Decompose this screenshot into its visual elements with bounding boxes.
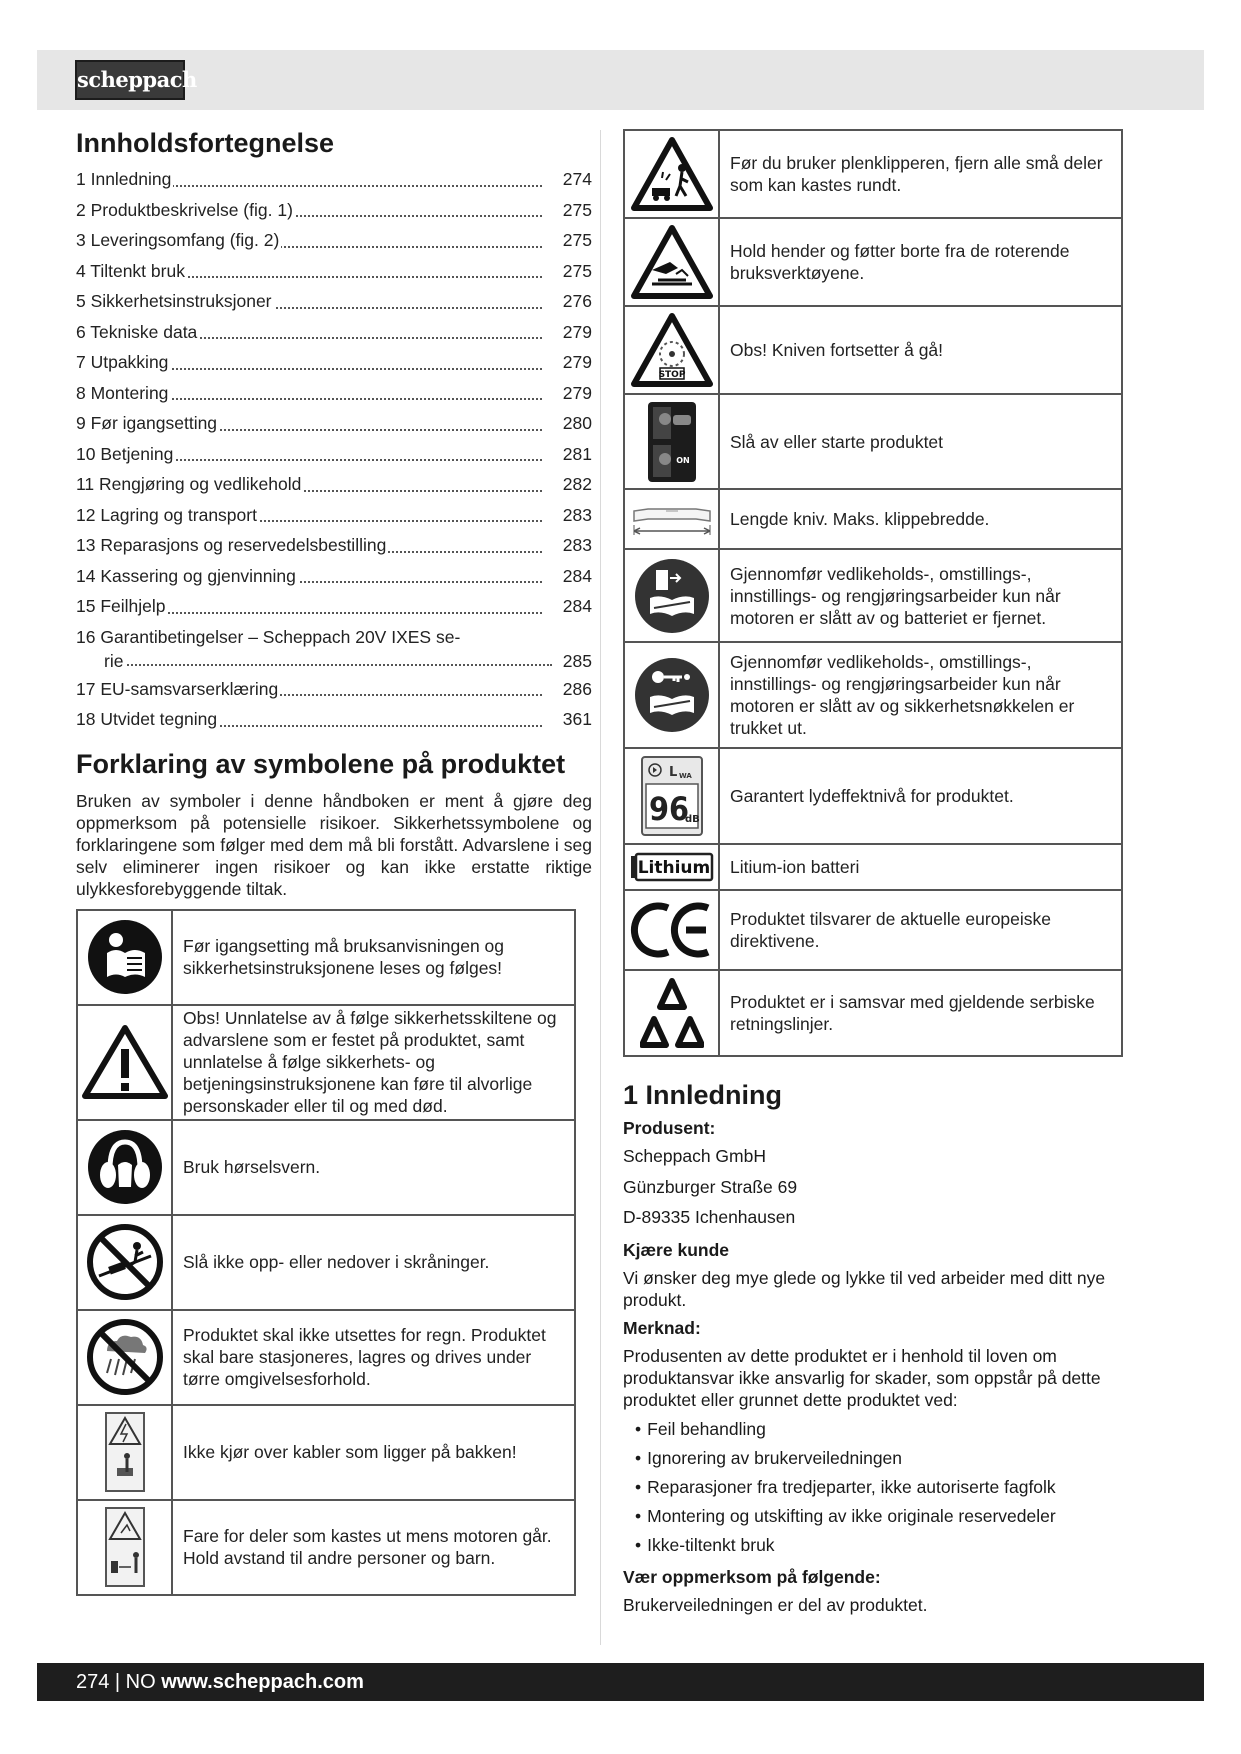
warning-triangle-icon [77, 1005, 172, 1120]
symbol-text: Før du bruker plenklipperen, fjern alle små deler som kan kastes rundt. [719, 130, 1122, 218]
no-rain-icon [77, 1310, 172, 1405]
scheppach-logo: scheppach [75, 60, 185, 100]
footer-bar [37, 1663, 1204, 1701]
cable-warning-icon [77, 1405, 172, 1500]
note-text: Produsenten av dette produktet er i henhold til loven om produktansvar ikke ansvarlig for skader, som oppstår på dette produktet eller grunnet dette produktet ved: [623, 1345, 1101, 1410]
table-row [624, 306, 1122, 394]
liability-list [623, 1415, 1123, 1560]
svg-text:L: L [668, 765, 677, 780]
ce-mark-icon [624, 890, 719, 970]
toc-item[interactable]: 8 Montering 279 [76, 378, 592, 409]
symbol-text: Slå av eller starte produktet [719, 394, 1122, 489]
address-line: Scheppach GmbH [623, 1146, 766, 1166]
symbol-text: Litium-ion batteri [719, 844, 1122, 890]
table-row [77, 1120, 575, 1215]
table-row [77, 1005, 575, 1120]
symbols-intro: Bruken av symboler i denne håndboken er ment å gjøre deg oppmerksom på potensielle risikoer. Sikkerhetssymbolene og forklaringene som følger med dem må bli forstått. Advarslene i seg selv eliminerer ingen risikoer og kan ikke erstatte riktige ulykkesforebyggende tiltak. [76, 790, 592, 899]
table-row [624, 130, 1122, 218]
page-number: 274 | NO [76, 1671, 162, 1693]
symbol-text: Garantert lydeffektnivå for produktet. [719, 748, 1122, 844]
symbol-text: Obs! Unnlatelse av å følge sikkerhetsskiltene og advarslene som er festet på produktet, samt unnlatelse å følge sikkerhets- og betjeningsinstruksjonene kan føre til alvorlige personskader eller til og med død. [172, 1005, 575, 1120]
table-row [624, 642, 1122, 748]
list-item: • Ignorering av brukerveiledningen [635, 1444, 1123, 1473]
table-row [624, 549, 1122, 642]
table-row [624, 394, 1122, 489]
blade-length-icon [624, 489, 719, 549]
symbol-text: Produktet tilsvarer de aktuelle europeiske direktivene. [719, 890, 1122, 970]
table-row [624, 970, 1122, 1056]
svg-text:WA: WA [678, 772, 692, 780]
attention-text: Brukerveiledningen er del av produktet. [623, 1594, 928, 1615]
list-item: • Reparasjoner fra tredjeparter, ikke autoriserte fagfolk [635, 1473, 1123, 1502]
hearing-protection-icon [77, 1120, 172, 1215]
svg-text:dB: dB [684, 814, 700, 825]
table-of-contents [76, 164, 592, 735]
toc-item[interactable]: 6 Tekniske data 279 [76, 317, 592, 348]
symbol-text: Før igangsetting må bruksanvisningen og sikkerhetsinstruksjonene leses og følges! [172, 910, 575, 1005]
start-stop-icon [624, 394, 719, 489]
symbols-table-left [76, 909, 576, 1596]
toc-item[interactable]: 11 Rengjøring og vedlikehold 282 [76, 469, 592, 500]
header-bar [37, 50, 1204, 110]
column-divider [600, 130, 601, 1645]
symbol-text: Hold hender og føtter borte fra de roterende bruksverktøyene. [719, 218, 1122, 306]
symbol-text: Bruk hørselsvern. [172, 1120, 575, 1215]
read-manual-icon [77, 910, 172, 1005]
table-row [77, 1310, 575, 1405]
symbols-table-right [623, 129, 1123, 1057]
symbol-text: Slå ikke opp- eller nedover i skråninger. [172, 1215, 575, 1310]
attention-label: Vær oppmerksom på følgende: [623, 1566, 881, 1587]
blade-stop-icon [624, 306, 719, 394]
dear-customer-text: Vi ønsker deg mye glede og lykke til ved arbeider med ditt nye produkt. [623, 1267, 1106, 1310]
table-row [77, 1215, 575, 1310]
remove-battery-icon [624, 549, 719, 642]
svg-text:ON: ON [675, 455, 690, 465]
address-line: D-89335 Ichenhausen [623, 1207, 796, 1227]
symbol-text: Gjennomfør vedlikeholds-, omstillings-, innstillings- og rengjøringsarbeider kun når motoren er slått av og batteriet er fjernet. [719, 549, 1122, 642]
toc-item[interactable]: 1 Innledning 274 [76, 164, 592, 195]
table-row [624, 489, 1122, 549]
toc-item[interactable]: 3 Leveringsomfang (fig. 2) 275 [76, 225, 592, 256]
toc-item[interactable]: 13 Reparasjons og reservedelsbestilling 283 [76, 530, 592, 561]
toc-item[interactable]: 9 Før igangsetting 280 [76, 408, 592, 439]
note-label: Merknad: [623, 1317, 701, 1338]
symbol-text: Produktet skal ikke utsettes for regn. Produktet skal bare stasjoneres, lagres og drives under tørre omgivelsesforhold. [172, 1310, 575, 1405]
symbol-text: Ikke kjør over kabler som ligger på bakken! [172, 1405, 575, 1500]
symbol-text: Gjennomfør vedlikeholds-, omstillings-, innstillings- og rengjøringsarbeider kun når motoren er slått av og sikkerhetsnøkkelen er trukket ut. [719, 642, 1122, 748]
lithium-icon [624, 844, 719, 890]
manufacturer-label: Produsent: [623, 1118, 716, 1138]
sound-level-icon [624, 748, 719, 844]
dear-customer-label: Kjære kunde [623, 1239, 729, 1260]
toc-item[interactable]: 18 Utvidet tegning 361 [76, 704, 592, 735]
symbol-text: Produktet er i samsvar med gjeldende serbiske retningslinjer. [719, 970, 1122, 1056]
table-row [77, 910, 575, 1005]
list-item: • Montering og utskifting av ikke originale reservedeler [635, 1502, 1123, 1531]
rotating-blade-hand-icon [624, 218, 719, 306]
list-item: • Ikke-tiltenkt bruk [635, 1531, 1123, 1560]
toc-item[interactable]: 17 EU-samsvarserklæring 286 [76, 674, 592, 705]
toc-item[interactable]: 10 Betjening 281 [76, 439, 592, 470]
toc-item[interactable]: 12 Lagring og transport 283 [76, 500, 592, 531]
svg-text:STOP: STOP [658, 370, 685, 380]
keep-distance-icon [77, 1500, 172, 1595]
toc-item[interactable]: 14 Kassering og gjenvinning 284 [76, 561, 592, 592]
table-row [624, 218, 1122, 306]
toc-item[interactable]: 5 Sikkerhetsinstruksjoner 276 [76, 286, 592, 317]
website-link[interactable]: www.scheppach.com [161, 1671, 364, 1693]
toc-item[interactable]: 2 Produktbeskrivelse (fig. 1) 275 [76, 195, 592, 226]
symbols-title: Forklaring av symbolene på produktet [76, 748, 566, 779]
right-column [623, 129, 1123, 1616]
table-row [624, 844, 1122, 890]
toc-title: Innholdsfortegnelse [76, 128, 335, 158]
thrown-objects-icon [624, 130, 719, 218]
symbol-text: Lengde kniv. Maks. klippebredde. [719, 489, 1122, 549]
address-line: Günzburger Straße 69 [623, 1176, 798, 1197]
table-row [77, 1500, 575, 1595]
table-row [624, 748, 1122, 844]
remove-key-icon [624, 642, 719, 748]
left-column [76, 126, 592, 1596]
svg-text:Lithium: Lithium [637, 858, 710, 878]
svg-text:96: 96 [648, 790, 689, 828]
serbian-conformity-icon [624, 970, 719, 1056]
toc-item[interactable]: 7 Utpakking 279 [76, 347, 592, 378]
symbol-text: Fare for deler som kastes ut mens motoren går. Hold avstand til andre personer og barn. [172, 1500, 575, 1595]
intro-title: 1 Innledning [623, 1080, 782, 1110]
table-row [77, 1405, 575, 1500]
toc-item[interactable]: 16 Garantibetingelser – Scheppach 20V IXES se- rie 285 [76, 622, 592, 674]
toc-item[interactable]: 4 Tiltenkt bruk 275 [76, 256, 592, 287]
table-row [624, 890, 1122, 970]
toc-item[interactable]: 15 Feilhjelp 284 [76, 591, 592, 622]
symbol-text: Obs! Kniven fortsetter å gå! [719, 306, 1122, 394]
no-slope-mowing-icon [77, 1215, 172, 1310]
list-item: • Feil behandling [635, 1415, 1123, 1444]
